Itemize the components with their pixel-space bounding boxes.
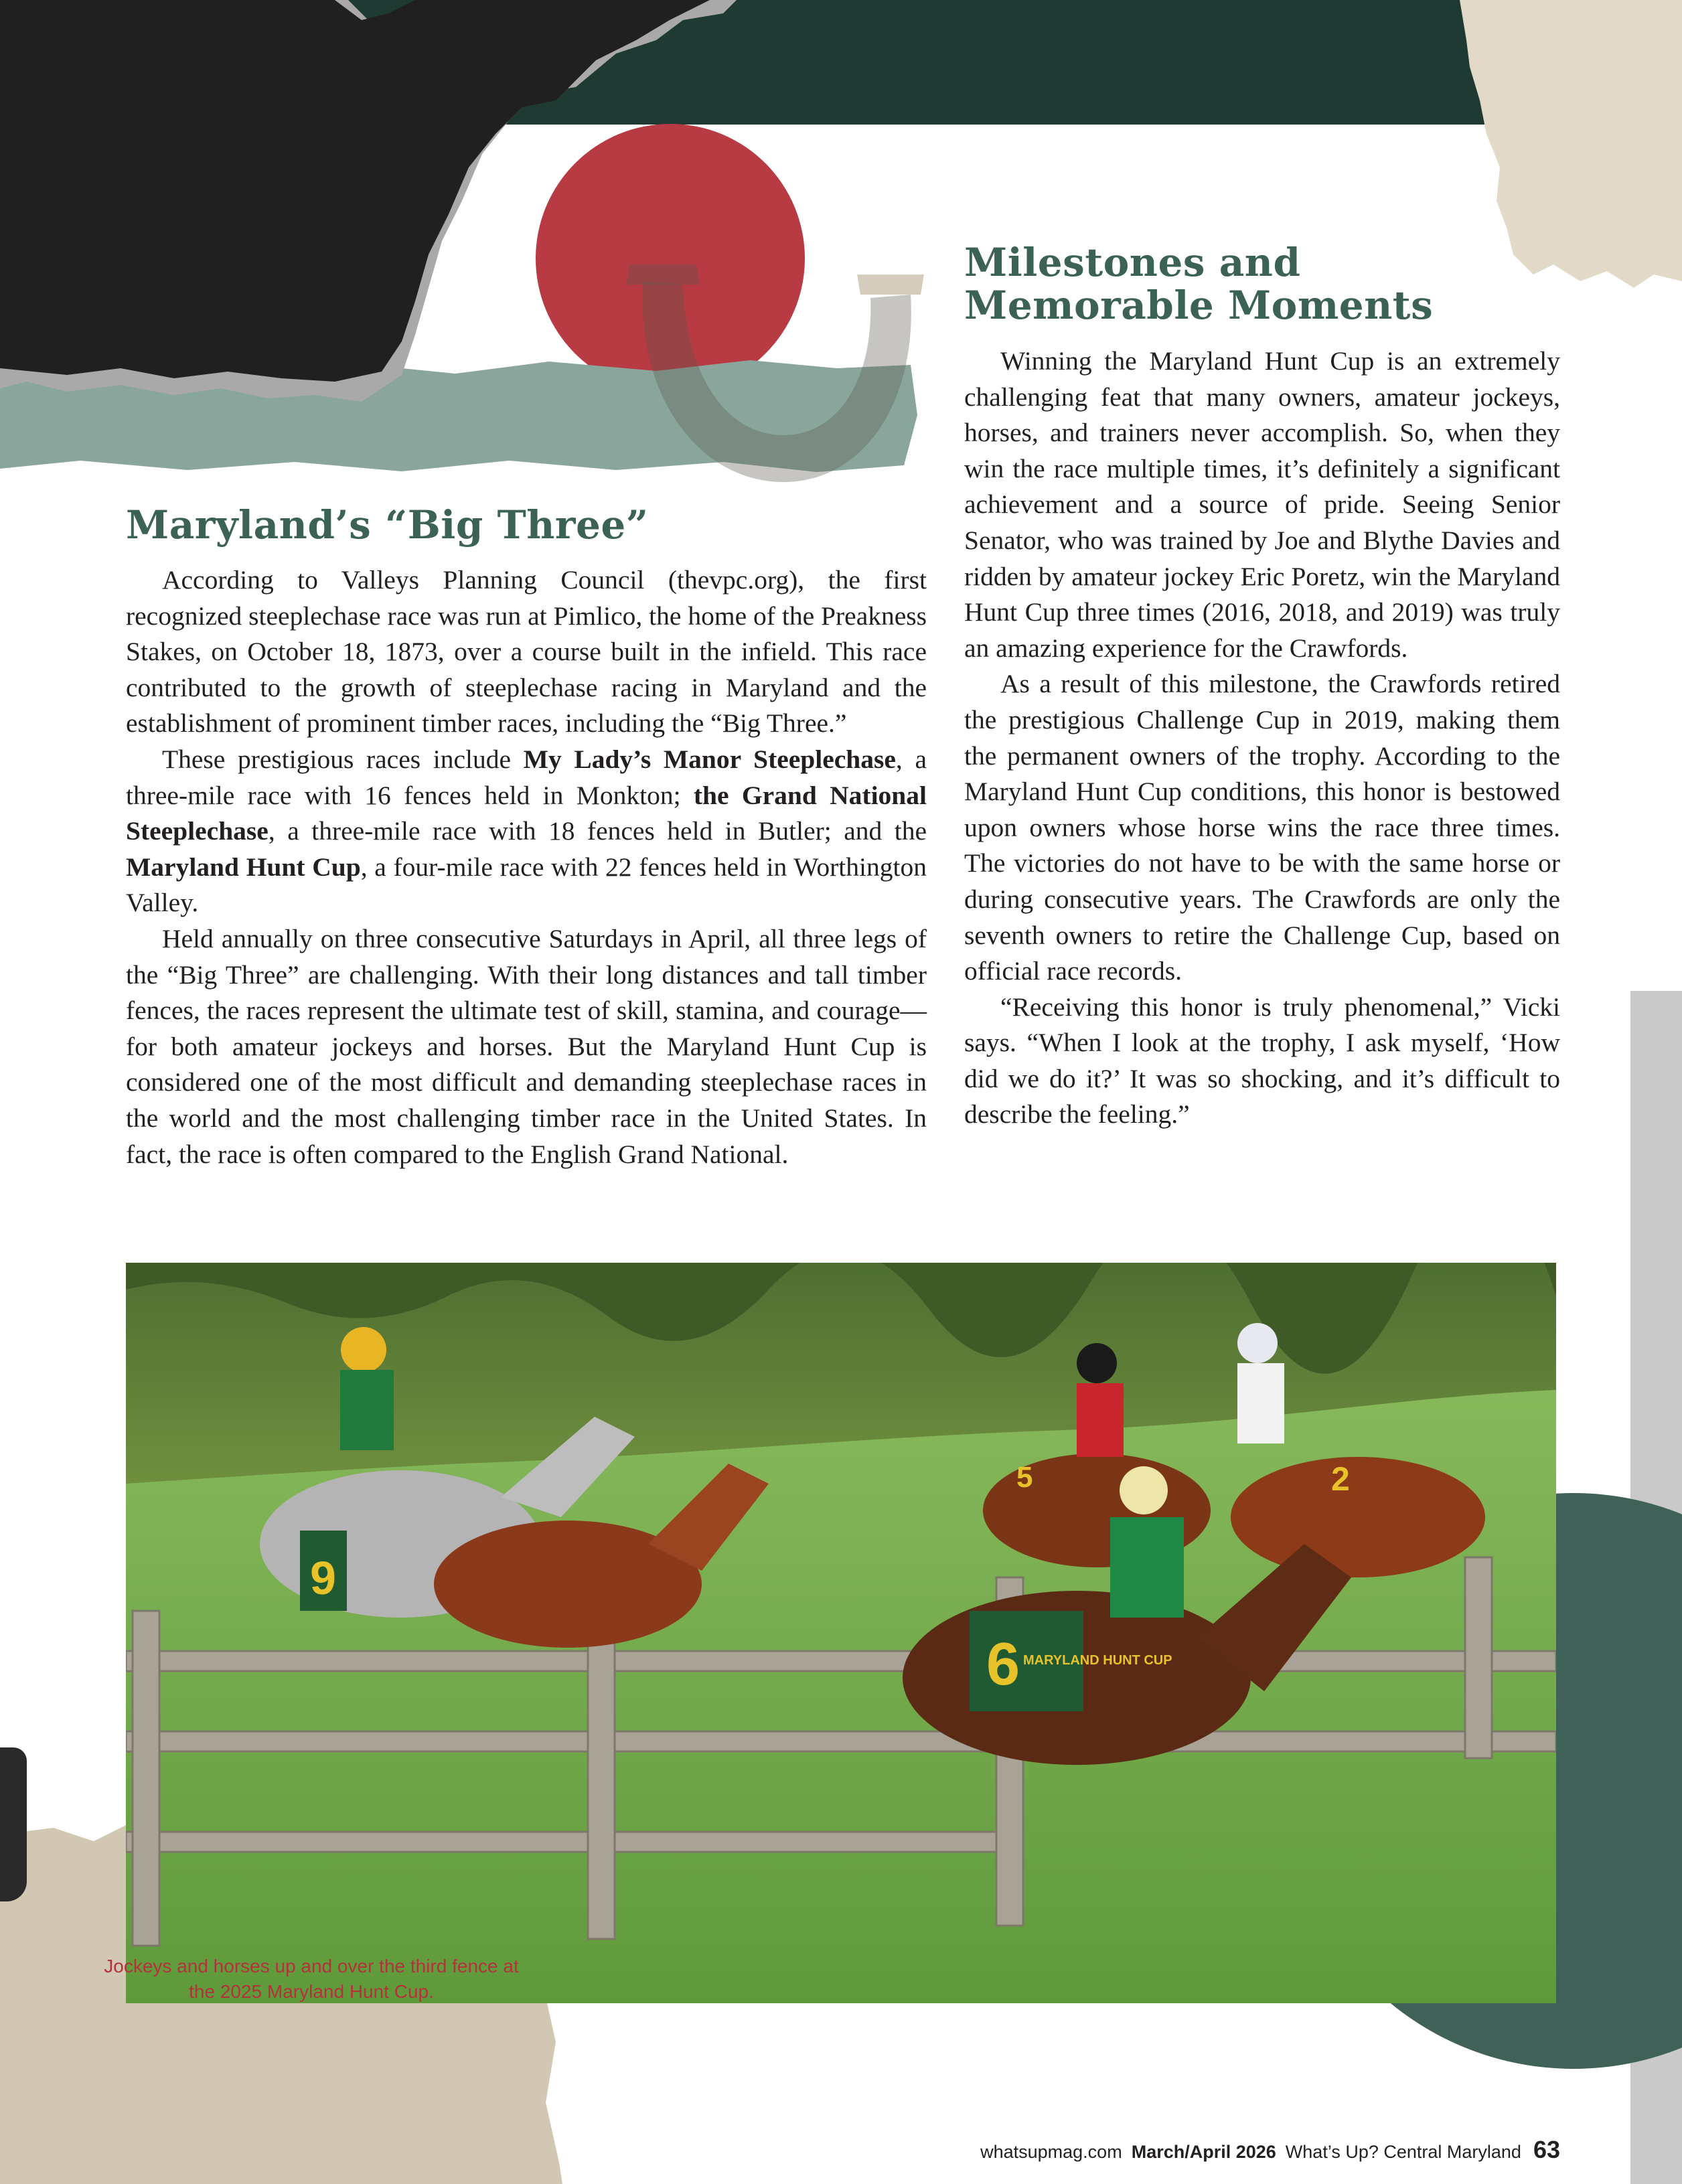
- black-paper-scrap: [0, 1747, 27, 1901]
- race-name-bold: My Lady’s Manor Steeplechase: [523, 744, 896, 774]
- saddle-cloth-text: MARYLAND HUNT CUP: [1023, 1653, 1172, 1668]
- text-run: These prestigious races include: [162, 744, 524, 774]
- saddle-number-2: 2: [1331, 1460, 1350, 1498]
- text-run: , a three-mile race with 16 fences held in Monkton;: [126, 744, 927, 810]
- race-name-bold: Maryland Hunt Cup: [126, 852, 361, 882]
- footer-issue: March/April 2026: [1131, 2142, 1276, 2162]
- paragraph: [126, 742, 927, 921]
- saddle-number-6: 6: [986, 1631, 1020, 1698]
- paragraph: “Receiving this honor is truly phenomenal,” Vicki says. “When I look at the trophy, I ask myself, ‘How did we do it?’ It was so shocking, and it’s difficult to describe the feeling.”: [964, 992, 1560, 1129]
- saddle-number-5: 5: [1016, 1461, 1033, 1494]
- page-footer: [804, 2136, 1560, 2164]
- saddle-number-9: 9: [310, 1552, 336, 1604]
- paragraph: Winning the Maryland Hunt Cup is an extremely challenging feat that many owners, amateur jockeys, horses, and trainers never accomplish. So, when they win the race multiple times, it’s definitely a significant achievement and a source of pride. Seeing Senior Senator, who was trained by Joe and Blythe Davies and ridden by amateur jockey Eric Poretz, win the Maryland Hunt Cup three times (2016, 2018, and 2019) was truly an amazing experience for the Crawfords.: [964, 346, 1560, 663]
- left-text-column: [126, 562, 927, 1172]
- page-number: 63: [1533, 2136, 1560, 2163]
- heading-line-2: Memorable Moments: [964, 283, 1434, 328]
- section-heading-milestones: [964, 241, 1634, 327]
- paragraph: According to Valleys Planning Council (thevpc.org), the first recognized steeplechase race was run at Pimlico, the home of the Preakness Stakes, on October 18, 1873, over a course built in the infield. This race contributed to the growth of steeplechase racing in Maryland and the establishment of prominent timber races, including the “Big Three.”: [126, 565, 927, 738]
- footer-magazine: What’s Up? Central Maryland: [1285, 2142, 1521, 2162]
- text-run: , a four-mile race with 22 fences held in Worthington Valley.: [126, 852, 927, 918]
- race-name-bold: the Grand National Steeplechase: [126, 780, 927, 846]
- paragraph: Held annually on three consecutive Saturdays in April, all three legs of the “Big Three” are challenging. With their long distances and tall timber fences, the races represent the ultimate test of skill, stamina, and courage—for both amateur jockeys and horses. But the Maryland Hunt Cup is considered one of the most difficult and demanding steeplechase races in the world and the most challenging timber race in the United States. In fact, the race is often compared to the English Grand National.: [126, 923, 927, 1169]
- race-photo: [126, 1263, 1556, 2003]
- footer-site: whatsupmag.com: [980, 2142, 1122, 2162]
- torn-black-paper: [0, 0, 770, 415]
- right-text-column: [964, 343, 1560, 1133]
- paragraph: As a result of this milestone, the Crawfords retired the prestigious Challenge Cup in 2019, making them the permanent owners of the trophy. According to the Maryland Hunt Cup conditions, this honor is bestowed upon owners whose horse wins the race three times. The victories do not have to be with the same horse or during consecutive years. The Crawfords are only the seventh owners to retire the Challenge Cup, based on official race records.: [964, 669, 1560, 986]
- photo-caption: Jockeys and horses up and over the third fence at the 2025 Maryland Hunt Cup.: [104, 1956, 519, 2002]
- heading-line-1: Milestones and: [964, 240, 1301, 285]
- text-run: , a three-mile race with 18 fences held in Butler; and the: [268, 816, 927, 846]
- section-heading-big-three: Maryland’s “Big Three”: [126, 502, 649, 548]
